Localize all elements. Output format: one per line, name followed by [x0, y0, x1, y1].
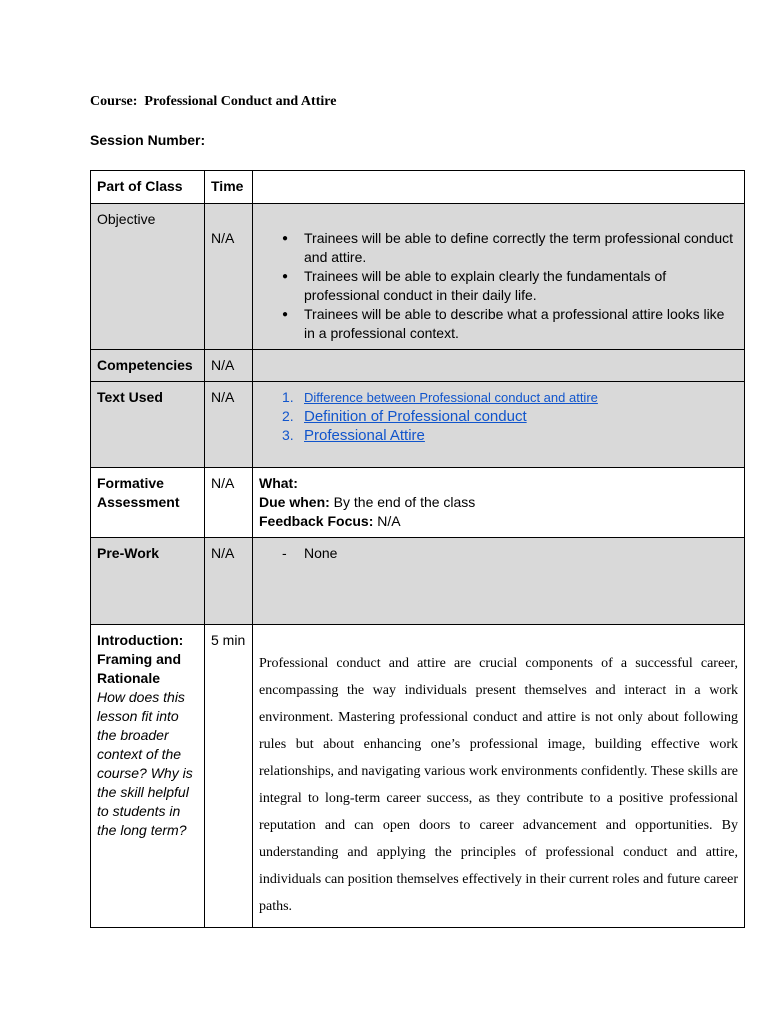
formative-assessment-label: Formative Assessment	[91, 468, 205, 538]
objective-bullet: ● Trainees will be able to explain clearly the fundamentals of professional conduct in their daily life.	[304, 267, 738, 305]
pre-work-time: N/A	[205, 538, 253, 625]
table-header-row	[91, 171, 745, 204]
introduction-row	[91, 625, 745, 928]
feedback-focus-label: Feedback Focus:	[259, 513, 374, 529]
objective-content	[253, 204, 745, 350]
introduction-content	[253, 625, 745, 928]
formative-assessment-content	[253, 468, 745, 538]
text-used-label: Text Used	[91, 382, 205, 468]
objective-row	[91, 204, 745, 350]
formative-assessment-time: N/A	[205, 468, 253, 538]
text-used-time: N/A	[205, 382, 253, 468]
header-time: Time	[205, 171, 253, 204]
pre-work-item: None	[304, 545, 338, 561]
introduction-label-cell	[91, 625, 205, 928]
due-when-label: Due when:	[259, 494, 330, 510]
due-when-value: By the end of the class	[329, 494, 476, 510]
objective-bullet: ● Trainees will be able to describe what a professional attire looks like in a professional context.	[304, 305, 738, 343]
objective-bullet-list	[259, 229, 738, 343]
link-professional-attire[interactable]: Professional Attire	[304, 427, 425, 444]
header-part-of-class: Part of Class	[91, 171, 205, 204]
competencies-row	[91, 350, 745, 382]
text-used-item: 2. Definition of Professional conduct	[282, 408, 527, 425]
competencies-content	[253, 350, 745, 382]
text-used-row	[91, 382, 745, 468]
dash-marker: -	[282, 545, 287, 561]
objective-time: N/A	[205, 204, 253, 350]
header-content	[253, 171, 745, 204]
feedback-focus-value: N/A	[373, 513, 401, 529]
link-definition-professional-conduct[interactable]: Definition of Professional conduct	[304, 408, 527, 425]
introduction-prompt: How does this lesson fit into the broader context of the course? Why is the skill helpful to students in the long term?	[97, 689, 193, 838]
objective-label: Objective	[91, 204, 205, 350]
text-used-item: 1. Difference between Professional conduct and attire	[282, 389, 598, 405]
objective-bullet: ● Trainees will be able to define correctly the term professional conduct and attire.	[304, 229, 738, 267]
text-used-content	[253, 382, 745, 468]
text-used-link-list	[259, 388, 738, 445]
formative-assessment-row	[91, 468, 745, 538]
text-used-item: 3. Professional Attire	[282, 427, 425, 444]
introduction-paragraph: Professional conduct and attire are crucial components of a successful career, encompassing the way individuals present themselves and interact in a work environment. Mastering professional conduct and attire is not only about following rules but about enhancing one’s professional image, building effective work relationships, and navigating various work environments confidently. These skills are integral to long-term career success, as they contribute to a positive professional reputation and can open doors to career advancement and opportunities. By understanding and applying the principles of professional conduct and attire, individuals can position themselves effectively in their current roles and future career paths.	[259, 656, 738, 914]
course-title: Course: Professional Conduct and Attire	[90, 94, 337, 109]
lesson-plan-table	[90, 170, 745, 928]
introduction-time: 5 min	[205, 625, 253, 928]
pre-work-content	[253, 538, 745, 625]
competencies-label: Competencies	[91, 350, 205, 382]
session-number-label: Session Number:	[90, 132, 206, 148]
introduction-label: Introduction: Framing and Rationale	[97, 632, 184, 686]
link-difference-conduct-attire[interactable]: Difference between Professional conduct and attire	[304, 390, 598, 405]
pre-work-row	[91, 538, 745, 625]
what-label: What:	[259, 475, 298, 491]
competencies-time: N/A	[205, 350, 253, 382]
pre-work-label: Pre-Work	[91, 538, 205, 625]
